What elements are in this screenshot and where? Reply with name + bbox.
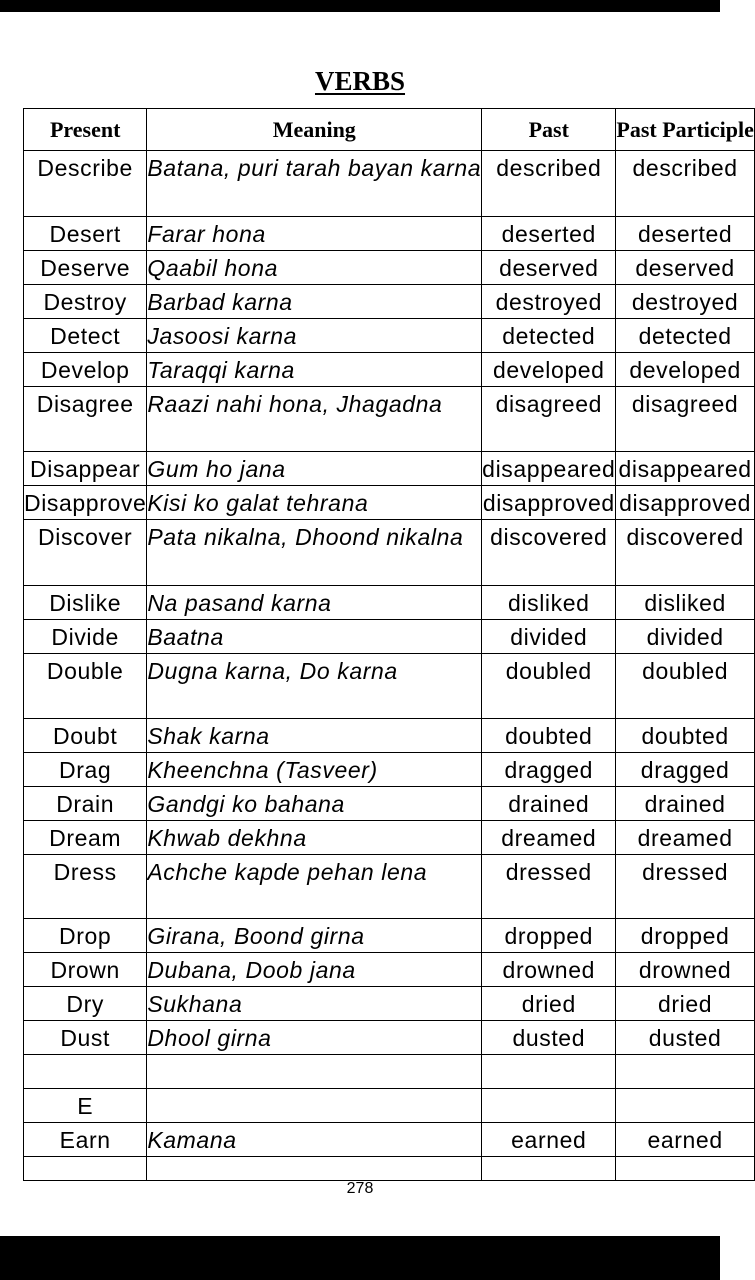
cell-past: divided — [482, 620, 616, 654]
cell-past: destroyed — [482, 285, 616, 319]
cell-present — [24, 1157, 147, 1181]
cell-past: dusted — [482, 1021, 616, 1055]
cell-meaning: Dubana, Doob jana — [147, 953, 482, 987]
cell-past-participle: discovered — [616, 520, 754, 586]
cell-past-participle: doubted — [616, 719, 754, 753]
cell-meaning: Kamana — [147, 1123, 482, 1157]
cell-past: disappeared — [482, 452, 616, 486]
cell-past-participle: disapproved — [616, 486, 754, 520]
cell-meaning: Dugna karna, Do karna — [147, 654, 482, 719]
cell-past: drained — [482, 787, 616, 821]
verbs-table — [23, 108, 755, 1181]
cell-present: Drain — [24, 787, 147, 821]
cell-past-participle: doubled — [616, 654, 754, 719]
cell-past-participle: dusted — [616, 1021, 754, 1055]
header-present: Present — [24, 109, 147, 151]
cell-past-participle: divided — [616, 620, 754, 654]
table-row — [24, 285, 755, 319]
cell-past-participle: drowned — [616, 953, 754, 987]
page-title — [0, 66, 720, 97]
cell-meaning: Gum ho jana — [147, 452, 482, 486]
cell-past: dried — [482, 987, 616, 1021]
cell-past — [482, 1157, 616, 1181]
cell-past-participle: described — [616, 151, 754, 217]
cell-past: dreamed — [482, 821, 616, 855]
cell-present: Drag — [24, 753, 147, 787]
cell-meaning: Jasoosi karna — [147, 319, 482, 353]
cell-past: disagreed — [482, 387, 616, 452]
table-row — [24, 1021, 755, 1055]
cell-past-participle: dreamed — [616, 821, 754, 855]
cell-meaning: Pata nikalna, Dhoond nikalna — [147, 520, 482, 586]
cell-meaning: Girana, Boond girna — [147, 919, 482, 953]
cell-past-participle: disappeared — [616, 452, 754, 486]
table-row — [24, 486, 755, 520]
cell-meaning: Na pasand karna — [147, 586, 482, 620]
cell-present: Dress — [24, 855, 147, 919]
cell-past: disliked — [482, 586, 616, 620]
cell-past-participle — [616, 1089, 754, 1123]
cell-past: dragged — [482, 753, 616, 787]
cell-past-participle: destroyed — [616, 285, 754, 319]
table-header-row — [24, 109, 755, 151]
table-row — [24, 753, 755, 787]
cell-meaning — [147, 1157, 482, 1181]
table-row — [24, 987, 755, 1021]
table-row — [24, 821, 755, 855]
table-row — [24, 1157, 755, 1181]
table-row — [24, 353, 755, 387]
cell-past — [482, 1089, 616, 1123]
cell-present: Disagree — [24, 387, 147, 452]
cell-present: Divide — [24, 620, 147, 654]
cell-present: Dream — [24, 821, 147, 855]
cell-past: developed — [482, 353, 616, 387]
cell-past: drowned — [482, 953, 616, 987]
header-past-participle: Past Participle — [616, 109, 754, 151]
header-past: Past — [482, 109, 616, 151]
table-row — [24, 586, 755, 620]
table-row — [24, 787, 755, 821]
cell-past: deserved — [482, 251, 616, 285]
cell-present: Deserve — [24, 251, 147, 285]
cell-past-participle: deserved — [616, 251, 754, 285]
cell-past-participle: dressed — [616, 855, 754, 919]
cell-meaning: Kisi ko galat tehrana — [147, 486, 482, 520]
cell-past-participle: dried — [616, 987, 754, 1021]
cell-meaning — [147, 1089, 482, 1123]
cell-meaning: Batana, puri tarah bayan karna — [147, 151, 482, 217]
table-row — [24, 1089, 755, 1123]
cell-present: Earn — [24, 1123, 147, 1157]
cell-present: Dislike — [24, 586, 147, 620]
cell-meaning: Barbad karna — [147, 285, 482, 319]
cell-present: Desert — [24, 217, 147, 251]
cell-present: Doubt — [24, 719, 147, 753]
cell-meaning: Qaabil hona — [147, 251, 482, 285]
cell-past-participle: drained — [616, 787, 754, 821]
cell-past: discovered — [482, 520, 616, 586]
cell-past: detected — [482, 319, 616, 353]
table-row — [24, 151, 755, 217]
table-row — [24, 520, 755, 586]
cell-meaning: Raazi nahi hona, Jhagadna — [147, 387, 482, 452]
cell-present — [24, 1055, 147, 1089]
cell-present: E — [24, 1089, 147, 1123]
cell-meaning: Khwab dekhna — [147, 821, 482, 855]
cell-present: Disapprove — [24, 486, 147, 520]
cell-meaning: Farar hona — [147, 217, 482, 251]
cell-meaning: Gandgi ko bahana — [147, 787, 482, 821]
cell-past — [482, 1055, 616, 1089]
cell-meaning: Shak karna — [147, 719, 482, 753]
cell-present: Drop — [24, 919, 147, 953]
table-row — [24, 251, 755, 285]
table-row — [24, 1123, 755, 1157]
cell-present: Dry — [24, 987, 147, 1021]
cell-past: described — [482, 151, 616, 217]
table-row — [24, 654, 755, 719]
cell-present: Describe — [24, 151, 147, 217]
table-row — [24, 319, 755, 353]
top-status-bar — [0, 0, 720, 12]
cell-past-participle: detected — [616, 319, 754, 353]
cell-past-participle: developed — [616, 353, 754, 387]
cell-past-participle: disliked — [616, 586, 754, 620]
cell-meaning: Achche kapde pehan lena — [147, 855, 482, 919]
cell-present: Destroy — [24, 285, 147, 319]
cell-past: dropped — [482, 919, 616, 953]
cell-past: dressed — [482, 855, 616, 919]
cell-present: Detect — [24, 319, 147, 353]
cell-past-participle — [616, 1055, 754, 1089]
cell-present: Drown — [24, 953, 147, 987]
cell-meaning: Taraqqi karna — [147, 353, 482, 387]
bottom-navigation-bar — [0, 1236, 720, 1280]
cell-past: earned — [482, 1123, 616, 1157]
cell-present: Double — [24, 654, 147, 719]
cell-present: Disappear — [24, 452, 147, 486]
page-number: 278 — [346, 1180, 374, 1197]
cell-past: doubled — [482, 654, 616, 719]
cell-present: Dust — [24, 1021, 147, 1055]
table-row — [24, 452, 755, 486]
cell-meaning: Sukhana — [147, 987, 482, 1021]
header-meaning: Meaning — [147, 109, 482, 151]
table-row — [24, 217, 755, 251]
table-row — [24, 1055, 755, 1089]
cell-meaning: Kheenchna (Tasveer) — [147, 753, 482, 787]
cell-present: Develop — [24, 353, 147, 387]
cell-past: disapproved — [482, 486, 616, 520]
cell-past-participle: dropped — [616, 919, 754, 953]
title-text: VERBS — [314, 66, 406, 96]
cell-present: Discover — [24, 520, 147, 586]
cell-past: deserted — [482, 217, 616, 251]
table-row — [24, 855, 755, 919]
table-row — [24, 719, 755, 753]
cell-meaning: Dhool girna — [147, 1021, 482, 1055]
cell-past-participle: earned — [616, 1123, 754, 1157]
cell-past: doubted — [482, 719, 616, 753]
cell-past-participle: disagreed — [616, 387, 754, 452]
table-row — [24, 620, 755, 654]
cell-past-participle — [616, 1157, 754, 1181]
cell-past-participle: dragged — [616, 753, 754, 787]
table-row — [24, 953, 755, 987]
table-row — [24, 387, 755, 452]
cell-meaning: Baatna — [147, 620, 482, 654]
cell-meaning — [147, 1055, 482, 1089]
cell-past-participle: deserted — [616, 217, 754, 251]
table-row — [24, 919, 755, 953]
